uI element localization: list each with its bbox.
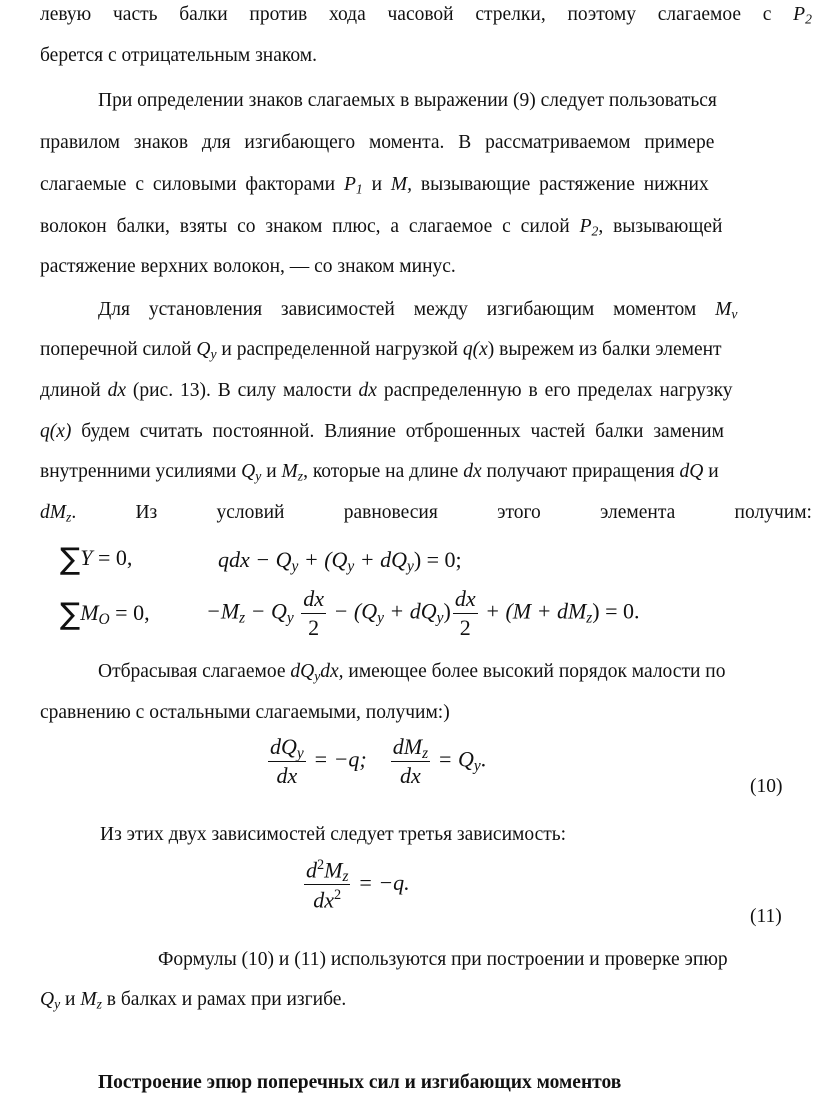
word: с [762, 4, 772, 25]
fraction-dx-over-2: $\frac{dx}{2}$ [303, 586, 325, 640]
symbol-dMz: $dM_z$. [40, 502, 77, 525]
equation-10: $\frac{dQ_y}{dx}$ = −q; $\frac{dM_z}{dx}$ = $Q_y$. [270, 734, 487, 788]
section-heading: Построение эпюр поперечных сил и изгибающих моментов [98, 1072, 622, 1093]
p2-line4: волокон балки, взяты со знаком плюс, а слагаемое с силой $P_2$, вызывающей [40, 216, 723, 239]
p3-line4: q(x) будем считать постоянной. Влияние отброшенных частей балки заменим [40, 421, 724, 442]
p1-line1 [40, 5, 812, 25]
p3-line6: $dM_z$. Из условий равновесия этого элемента получим: [40, 502, 812, 525]
fraction-dQy-dx: $\frac{dQ_y}{dx}$ [270, 734, 304, 788]
equation-sum-m-rhs: $-M_z - Q_y$ $\frac{dx}{2}$ − $(Q_y + dQ_y)$ $\frac{dx}{2}$ + $(M + dM_z) = 0$. [206, 586, 640, 640]
p5-line1: Из этих двух зависимостей следует третья зависимость: [100, 824, 567, 845]
p1-line2: берется с отрицательным знаком. [40, 45, 317, 66]
p2-line5: растяжение верхних волокон, — со знаком минус. [40, 256, 456, 277]
sigma-symbol: ∑ [60, 597, 81, 632]
word: поэтому [567, 4, 636, 25]
word: против [249, 4, 308, 25]
p3-line3: длиной dx (рис. 13). В силу малости dx распределенную в его пределах нагрузку [40, 380, 733, 401]
word: часовой [387, 4, 454, 25]
fraction-d2Mz-dx2: $\frac{d^2M_z}{dx^2}$ [306, 857, 349, 913]
equation-sum-y-rhs: qdx − $Q_y + (Q_y + dQ_y) = 0$; [218, 547, 462, 575]
symbol-P2: $P_2$ [793, 4, 812, 27]
equation-11: $\frac{d^2M_z}{dx^2}$ = −q. [306, 857, 410, 913]
p4-line2: сравнению с остальными слагаемыми, получим:) [40, 702, 450, 723]
p2-line1: При определении знаков слагаемых в выражении (9) следует пользоваться [98, 90, 717, 111]
fraction-dMz-dx: $\frac{dM_z}{dx}$ [392, 734, 429, 788]
p2-line3: слагаемые с силовыми факторами $P_1$ и M, вызывающие растяжение нижних [40, 174, 709, 197]
equation-number-11: (11) [750, 906, 782, 927]
word: слагаемое [657, 4, 742, 25]
equation-number-10: (10) [750, 776, 783, 797]
word: балки [179, 4, 228, 25]
word: часть [112, 4, 158, 25]
fraction-dx-over-2: $\frac{dx}{2}$ [454, 586, 476, 640]
p6-line2: $Q_y$ и $M_z$ в балках и рамах при изгибе. [40, 989, 347, 1012]
p3-line5: внутренними усилиями $Q_y$ и $M_z$, которые на длине dx получают приращения dQ и [40, 461, 719, 484]
p6-line1: Формулы (10) и (11) используются при построении и проверке эпюр [158, 949, 728, 970]
word: хода [328, 4, 366, 25]
p4-line1: Отбрасывая слагаемое $dQ_ydx$, имеющее более высокий порядок малости по [98, 661, 726, 684]
sigma-symbol: ∑ [60, 542, 81, 577]
p3-line1: Для установления зависимостей между изгибающим моментом $M_v$ [98, 299, 738, 322]
p3-line2: поперечной силой $Q_y$ и распределенной нагрузкой q(x) вырежем из балки элемент [40, 339, 722, 362]
equation-sum-y: ∑Y = 0, [60, 542, 133, 577]
word: левую [40, 4, 92, 25]
word: стрелки, [475, 4, 546, 25]
equation-sum-m: $\sum M_O = 0$, [60, 597, 150, 632]
p2-line2: правилом знаков для изгибающего момента. В рассматриваемом примере [40, 132, 715, 153]
